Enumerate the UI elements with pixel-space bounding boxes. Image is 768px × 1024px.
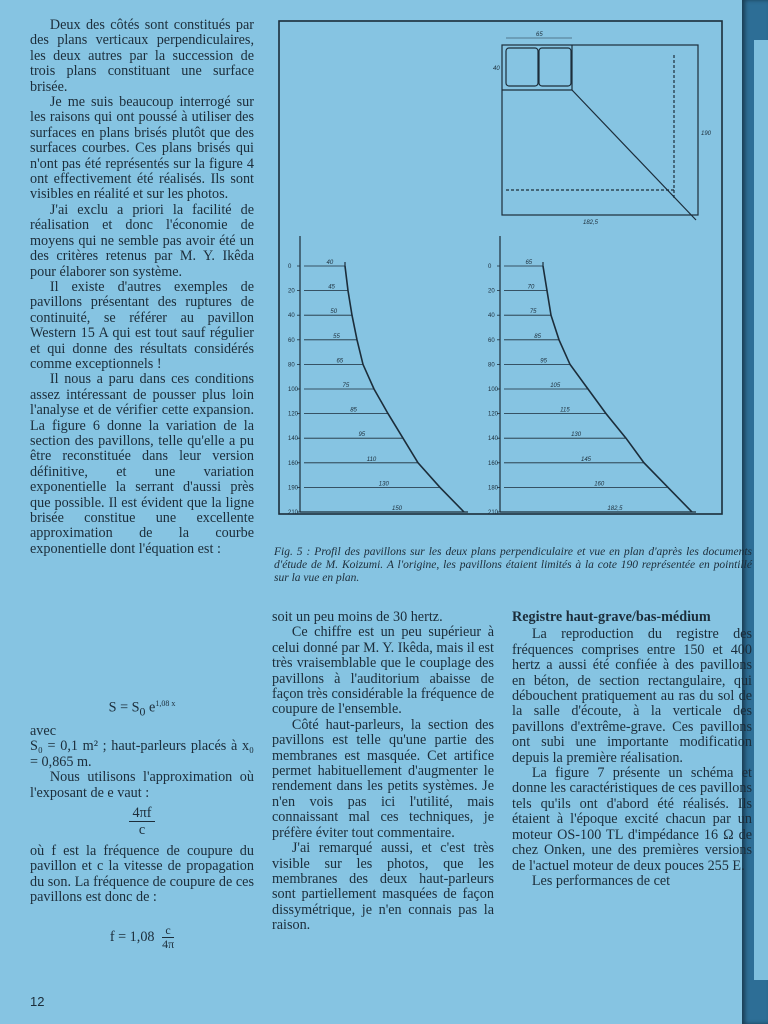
profile-width-label: 95 [358,432,366,439]
profile-tick-label: 140 [488,436,499,443]
equation-fraction [30,805,254,838]
fraction-denominator: c [138,822,146,838]
equation-frequency [30,924,254,951]
profile-tick-label: 0 [288,264,292,270]
profile-tick-label: 20 [488,288,495,295]
profile-width-label: 40 [326,260,334,266]
profile-tick-label: 160 [488,460,499,467]
profile-width-label: 95 [540,358,547,365]
plan-view [502,38,698,220]
profile-tick-label: 120 [288,411,299,418]
equation-exponential [30,696,254,720]
profile-tick-label: 80 [488,362,495,369]
column-1-bottom [30,692,254,955]
profile-width-label: 85 [350,407,357,414]
paragraph: S₀ = 0,1 m² ; haut-parleurs placés à x₀ = 0,865 m. [30,738,254,770]
equation-subscript: 0 [139,704,146,719]
profile-tick-label: 0 [488,264,492,270]
column-3 [512,610,752,889]
profile-tick-label: 40 [488,313,495,320]
plan-diagonal [572,90,696,220]
fraction-numerator: 4πf [129,805,156,822]
profile-width-label: 110 [366,456,377,463]
equation-text: e [145,699,156,716]
column-1-top [30,18,254,557]
figure-drawing [278,20,724,516]
profile-tick-label: 80 [288,362,295,369]
profile-width-label: 150 [392,506,403,512]
figure-5 [278,20,724,516]
profile-tick-label: 100 [488,387,499,393]
paragraph: soit un peu moins de 30 hertz. [272,609,443,625]
paragraph: où f est la fréquence de coupure du pavillon et c la vitesse de propagation du son. La fréquence de coupure de ces pavillons est donc de : [30,843,254,906]
speaker-outline [506,48,538,86]
plan-right-label: 190 [701,131,712,137]
profile-width-label: 75 [529,309,537,316]
column-2 [272,610,494,934]
paragraph: Ce chiffre est un peu supérieur à celui donné par M. Y. Ikêda, mais il est très vraisemblable que le couplage des pavillons à l'auditorium abaisse de façon très considérable la fréquence de coupure de l'ensemble. [272,624,494,718]
paragraph: Deux des côtés sont constitués par des plans verticaux perpendiculaires, les deux autres par la succession de trois plans constituant une surface brisée. [30,17,254,95]
profile-width-label: 45 [328,284,335,291]
profile-tick-label: 160 [288,460,299,467]
profile-tick-label: 180 [488,485,499,492]
profile-width-label: 70 [527,284,535,291]
profile-width-label: 182,5 [607,506,623,512]
profile-perpendicular-2 [488,236,696,516]
fraction-numerator: c [162,924,174,938]
paragraph: Côté haut-parleurs, la section des pavillons est telle qu'une partie des membranes est masquée. Cet artifice permet habituellement d'augmenter le rendement dans les petits systèmes. Je n'en vois pas ici l'utilité, mais connaissant mal ces techniques, je préfère éviter tout commentaire. [272,716,494,841]
plan-bottom-label: 182,5 [583,220,599,226]
profile-tick-label: 100 [288,387,299,393]
profile-tick-label: 210 [288,510,299,516]
profile-width-label: 55 [333,333,340,340]
figure-caption: Fig. 5 : Profil des pavillons sur les deux plans perpendiculaire et vue en plan d'après les documents d'étude de M. Koizumi. A l'origine, les pavillons étaient limités à la cote 190 représentée en pointillé sur la vue en plan. [274,546,752,584]
paragraph: Il existe d'autres exemples de pavillons présentant des ruptures de continuité, se référer au pavillon Western 15 A qui est tout sauf régulier et qui donne des résultats considérés comme exceptionnels ! [30,278,254,372]
paragraph: La reproduction du registre des fréquences comprises entre 150 et 400 hertz a aussi été confiée à des pavillons en béton, de section rectangulaire, qui débouchent pratiquement au ras du sol de la salle d'écoute, à la verticale des pavillons d'extrême-grave. Ces pavillons ont subi une importante modification depuis la première réalisation. [512,626,752,766]
profile-width-label: 65 [525,260,533,266]
profile-width-label: 130 [571,432,582,439]
profile-tick-label: 60 [288,337,295,344]
plan-left-label: 40 [493,66,500,72]
paragraph: Les performances de cet [531,872,671,889]
profile-width-label: 145 [581,456,592,463]
profile-tick-label: 210 [488,510,499,516]
paragraph: La figure 7 présente un schéma et donne les caractéristiques de ces pavillons tels qu'ils ont d'abord été réalisés. Ils étaient à l'époque excité chacun par un moteur OS-100 TL d'impédance 16 Ω de chez Onken, une des premières versions de l'actuel moteur de deux pouces 255 E. [512,765,752,874]
plan-top-label: 65 [536,32,543,38]
paragraph: avec [30,722,56,739]
profile-width-label: 65 [336,358,344,365]
profile-width-label: 50 [330,309,338,316]
profile-tick-label: 140 [288,436,299,443]
equation-exponent: 1,08 x [155,699,176,708]
fraction-denominator: 4π [162,936,175,951]
profile-width-label: 105 [550,383,561,389]
profile-tick-label: 20 [288,288,295,295]
profile-perpendicular-1 [288,236,468,516]
equation-text: S = S [108,699,140,716]
paragraph: Je me suis beaucoup interrogé sur les raisons qui ont poussé à utiliser des surfaces en plans brisés plutôt que des surfaces courbes. Ces plans brisés qui n'ont pas été représentés sur la figure 4 ont effectivement été réalisés. Ils sont visibles en réalité et sur les photos. [30,94,254,203]
profile-tick-label: 120 [488,411,499,418]
paragraph: J'ai exclu a priori la facilité de réalisation et donc l'économie de moyens qui ne semble pas avoir été un des critères retenus par M. Y. Ikêda pour élaborer son système. [30,201,254,280]
profile-width-label: 130 [378,481,389,488]
paragraph: Nous utilisons l'approximation où l'exposant de e vaut : [30,769,254,801]
paragraph: J'ai remarqué aussi, et c'est très visible sur les photos, que les membranes des deux haut-parleurs sont partiellement masquées de façon dissymétrique, je n'en connais pas la raison. [272,840,494,934]
speaker-outline [539,48,571,86]
profile-tick-label: 40 [288,313,295,320]
paragraph: Il nous a paru dans ces conditions assez intéressant de pousser plus loin l'analyse et de vérifier cette expansion. La figure 6 donne la variation de la section des pavillons, telle qu'elle a pu être reconstituée dans leur version définitive, et une variation exponentielle la serrant d'aussi près que possible. Il est évident que la ligne brisée constitue une excellente approximation de la courbe exponentielle dont l'équation est : [30,371,254,557]
profile-tick-label: 190 [288,485,299,492]
profile-tick-label: 60 [488,337,495,344]
equation-text: f = 1,08 [109,928,155,945]
profile-width-label: 85 [534,333,541,340]
page-number: 12 [30,994,45,1009]
profile-width-label: 115 [560,407,570,414]
profile-width-label: 75 [342,383,350,389]
section-heading: Registre haut-grave/bas-médium [512,609,711,625]
profile-width-label: 160 [594,481,605,488]
